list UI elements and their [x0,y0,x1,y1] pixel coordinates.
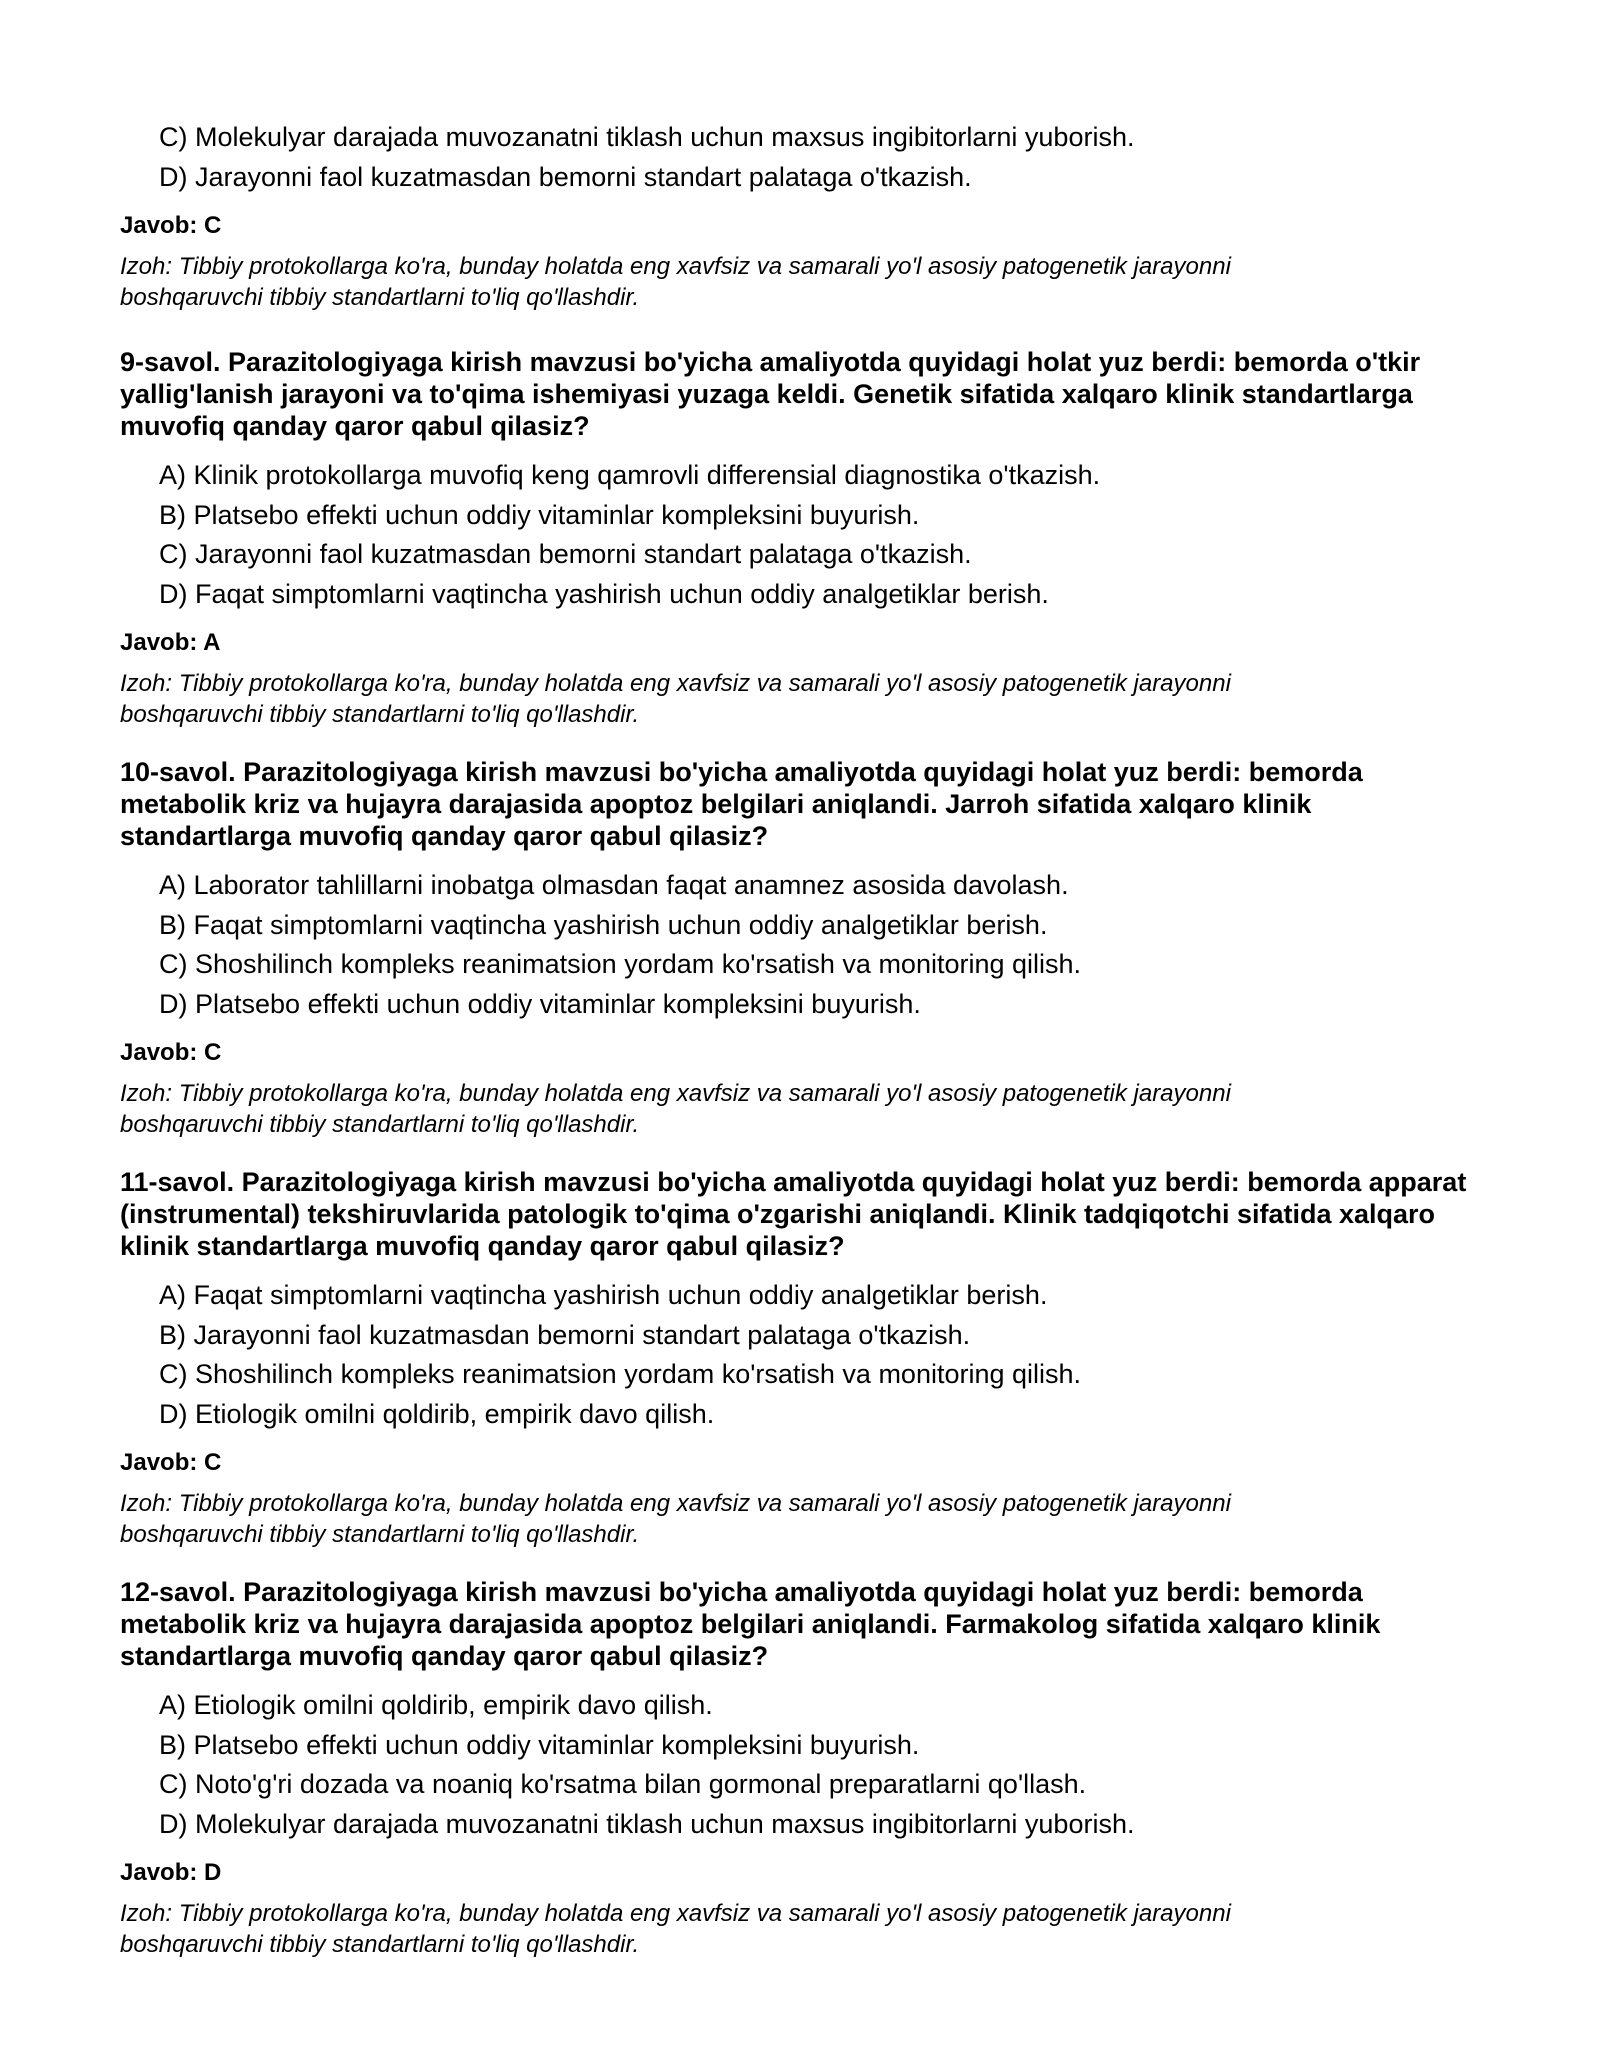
option-b: B) Platsebo effekti uchun oddiy vitaminlar kompleksini buyurish. [159,1729,920,1760]
question-text: 12-savol. Parazitologiyaga kirish mavzusi bo'yicha amaliyotda quyidagi holat yuz berdi: bemorda metabolik kriz va hujayra darajasida apoptoz belgilari aniqlandi. Farmakolog sifatida xalqaro klinik standartlarga muvofiq qanday qaror qabul qilasiz? [120,1577,1381,1671]
option-d: D) Platsebo effekti uchun oddiy vitaminlar kompleksini buyurish. [159,988,921,1019]
option-c: C) Jarayonni faol kuzatmasdan bemorni standart palataga o'tkazish. [159,539,972,569]
answer-options [0,456,1600,614]
option-a: A) Etiologik omilni qoldirib, empirik davo qilish. [159,1690,713,1720]
question-text: 10-savol. Parazitologiyaga kirish mavzusi bo'yicha amaliyotda quyidagi holat yuz berdi: bemorda metabolik kriz va hujayra darajasida apoptoz belgilari aniqlandi. Jarroh sifatida xalqaro klinik standartlarga muvofiq qanday qaror qabul qilasiz? [120,757,1363,851]
option-d: D) Molekulyar darajada muvozanatni tiklash uchun maxsus ingibitorlarni yuborish. [159,1808,1135,1839]
question-block-11 [0,1166,1600,1550]
option-c: C) Shoshilinch kompleks reanimatsion yordam ko'rsatish va monitoring qilish. [159,1359,1082,1389]
explanation-note: Izoh: Tibbiy protokollarga ko'ra, bunday holatda eng xavfsiz va samarali yo'l asosiy patogenetik jarayonni boshqaruvchi tibbiy standartlarni to'liq qo'llashdir. [120,253,1231,311]
question-block-9 [0,346,1600,730]
explanation-note: Izoh: Tibbiy protokollarga ko'ra, bunday holatda eng xavfsiz va samarali yo'l asosiy patogenetik jarayonni boshqaruvchi tibbiy standartlarni to'liq qo'llashdir. [120,670,1231,728]
explanation-note: Izoh: Tibbiy protokollarga ko'ra, bunday holatda eng xavfsiz va samarali yo'l asosiy patogenetik jarayonni boshqaruvchi tibbiy standartlarni to'liq qo'llashdir. [120,1900,1231,1958]
answer-options [0,118,1600,197]
option-c: C) Noto'g'ri dozada va noaniq ko'rsatma bilan gormonal preparatlarni qo'llash. [159,1769,1087,1799]
explanation-note: Izoh: Tibbiy protokollarga ko'ra, bunday holatda eng xavfsiz va samarali yo'l asosiy patogenetik jarayonni boshqaruvchi tibbiy standartlarni to'liq qo'llashdir. [120,1490,1231,1548]
option-b: B) Jarayonni faol kuzatmasdan bemorni standart palataga o'tkazish. [159,1319,971,1350]
answer-options [0,1686,1600,1844]
question-block-10 [0,756,1600,1140]
option-b: B) Faqat simptomlarni vaqtincha yashirish uchun oddiy analgetiklar berish. [159,909,1048,940]
question-text: 11-savol. Parazitologiyaga kirish mavzusi bo'yicha amaliyotda quyidagi holat yuz berdi: bemorda apparat (instrumental) tekshiruvlarida patologik to'qima o'zgarishi aniqlandi. Klinik tadqiqotchi sifatida xalqaro klinik standartlarga muvofiq qanday qaror qabul qilasiz? [120,1167,1467,1261]
option-a: A) Faqat simptomlarni vaqtincha yashirish uchun oddiy analgetiklar berish. [159,1280,1048,1310]
answer-key: Javob: C [120,1449,222,1476]
question-continuation [0,118,1600,313]
answer-options [0,866,1600,1024]
explanation-note: Izoh: Tibbiy protokollarga ko'ra, bunday holatda eng xavfsiz va samarali yo'l asosiy patogenetik jarayonni boshqaruvchi tibbiy standartlarni to'liq qo'llashdir. [120,1080,1231,1138]
option-d: D) Jarayonni faol kuzatmasdan bemorni standart palataga o'tkazish. [159,161,972,192]
option-d: D) Etiologik omilni qoldirib, empirik davo qilish. [159,1398,715,1429]
option-a: A) Laborator tahlillarni inobatga olmasdan faqat anamnez asosida davolash. [159,870,1069,900]
answer-options [0,1276,1600,1434]
option-d: D) Faqat simptomlarni vaqtincha yashirish uchun oddiy analgetiklar berish. [159,578,1049,609]
option-c: C) Shoshilinch kompleks reanimatsion yordam ko'rsatish va monitoring qilish. [159,949,1082,979]
question-text: 9-savol. Parazitologiyaga kirish mavzusi bo'yicha amaliyotda quyidagi holat yuz berdi: bemorda o'tkir yallig'lanish jarayoni va to'qima ishemiyasi yuzaga keldi. Genetik sifatida xalqaro klinik standartlarga muvofiq qanday qaror qabul qilasiz? [120,347,1421,441]
answer-key: Javob: C [120,1039,222,1066]
option-c: C) Molekulyar darajada muvozanatni tiklash uchun maxsus ingibitorlarni yuborish. [159,122,1135,152]
option-b: B) Platsebo effekti uchun oddiy vitaminlar kompleksini buyurish. [159,499,920,530]
question-block-12 [0,1576,1600,1960]
answer-key: Javob: A [120,629,221,656]
option-a: A) Klinik protokollarga muvofiq keng qamrovli differensial diagnostika o'tkazish. [159,460,1101,490]
answer-key: Javob: D [120,1859,222,1886]
answer-key: Javob: C [120,212,222,239]
